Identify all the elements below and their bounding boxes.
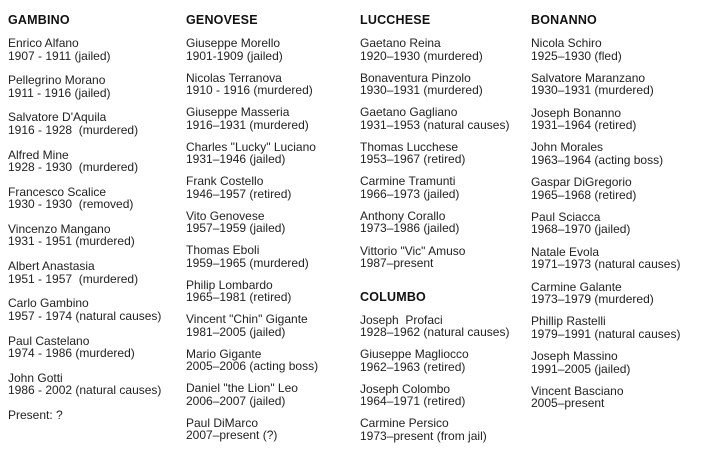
boss-name: Francesco Scalice [8,184,107,199]
boss-name: Giuseppe Morello [186,36,281,50]
boss-name: Nicolas Terranova [186,70,282,85]
boss-name: John Gotti [8,370,63,385]
boss-term: 2007–present (?) [186,428,278,442]
boss-name: Pellegrino Morano [8,73,106,88]
boss-term: 1928 - 1930 (murdered) [8,160,139,175]
boss-term: 1963–1964 (acting boss) [531,152,664,167]
boss-name: Enrico Alfano [8,36,79,50]
boss-name: Philip Lombardo [186,277,273,292]
boss-name: Thomas Eboli [186,243,260,257]
boss-name: Anthony Corallo [360,208,446,223]
boss-entry [531,281,680,306]
boss-entry [186,106,318,131]
boss-name: Carmine Galante [531,279,622,294]
boss-term: 1931–1953 (natural causes) [360,117,510,132]
boss-name: Charles "Lucky" Luciano [186,139,316,154]
boss-term: 1916 - 1928 (murdered) [8,122,139,137]
boss-entry [531,141,680,166]
boss-entry [8,149,161,174]
boss-term: 1930–1931 (murdered) [531,83,654,98]
family-title: COLUMBO [360,289,426,304]
boss-entry [8,372,161,397]
boss-entry [186,175,318,200]
boss-entry [8,186,161,211]
boss-name: Giuseppe Masseria [186,105,290,119]
family-column-lucchese [360,13,509,452]
boss-term: 1957 - 1974 (natural causes) [8,308,162,323]
boss-name: Phillip Rastelli [531,314,606,329]
boss-entry [186,279,318,304]
boss-entry [186,417,318,442]
boss-term: 1951 - 1957 (murdered) [8,271,139,286]
boss-entry [186,141,318,166]
boss-name: Daniel "the Lion" Leo [186,381,298,395]
boss-term: 1968–1970 (jailed) [531,222,631,237]
boss-name: Paul Sciacca [531,209,601,224]
boss-term: 1925–1930 (fled) [531,48,622,63]
boss-name: Thomas Lucchese [360,139,459,154]
family-title: GAMBINO [8,13,70,27]
boss-entry [360,175,509,200]
family-column-gambino [8,13,161,421]
boss-name: Albert Anastasia [8,259,95,274]
boss-term: 1986 - 2002 (natural causes) [8,383,162,398]
boss-term: 1971–1973 (natural causes) [531,257,681,272]
boss-entry [531,211,680,236]
boss-name: Nicola Schiro [531,36,602,50]
boss-term: 1911 - 1916 (jailed) [8,85,111,100]
boss-name: Gaetano Gagliano [360,105,458,120]
boss-term: 1965–1968 (retired) [531,187,637,202]
boss-entry [531,176,680,201]
boss-entry [531,72,680,97]
boss-term: 1973–present (from jail) [360,428,487,443]
boss-name: Joseph Bonanno [531,105,622,120]
boss-term: 1907 - 1911 (jailed) [8,48,111,63]
boss-name: Paul Castelano [8,333,90,348]
family-column-bonanno [531,13,680,420]
boss-name: Natale Evola [531,244,600,259]
boss-term: 1953–1967 (retired) [360,152,466,167]
boss-entry [186,382,318,407]
boss-term: 1973–1979 (murdered) [531,292,654,307]
boss-entry [531,315,680,340]
boss-name: Alfred Mine [8,147,69,162]
boss-entry [8,335,161,360]
boss-term: 1930 - 1930 (removed) [8,197,134,212]
boss-entry [8,260,161,285]
boss-entry [360,72,509,97]
boss-entry [186,37,318,62]
boss-name: Mario Gigante [186,346,262,361]
boss-name: Carmine Tramunti [360,174,456,189]
boss-name: Carlo Gambino [8,296,89,311]
boss-term: 1973–1986 (jailed) [360,221,460,236]
boss-entry [8,111,161,136]
boss-name: Vincent Basciano [531,383,624,398]
boss-entry [360,417,509,442]
boss-name: Vincenzo Mangano [8,221,111,236]
boss-entry [186,210,318,235]
boss-term: 1930–1931 (murdered) [360,83,483,98]
boss-entry [360,383,509,408]
boss-term: 1987–present [360,256,434,271]
boss-name: Gaspar DiGregorio [531,175,632,190]
boss-term: 1928–1962 (natural causes) [360,325,510,340]
boss-entry [360,245,509,270]
boss-name: Vito Genovese [186,208,265,223]
boss-entry [360,314,509,339]
boss-term: 1916–1931 (murdered) [186,117,309,132]
boss-name: John Morales [531,140,604,155]
boss-name: Paul DiMarco [186,415,259,430]
boss-name: Frank Costello [186,174,264,188]
boss-entry [8,74,161,99]
boss-term: 1991–2005 (jailed) [531,361,631,376]
boss-entry [531,37,680,62]
boss-term: 1946–1957 (retired) [186,186,292,201]
boss-term: 1931–1964 (retired) [531,118,637,133]
boss-entry [531,107,680,132]
boss-term: 1979–1991 (natural causes) [531,326,681,341]
boss-entry [8,37,161,62]
boss-name: Vincent "Chin" Gigante [186,312,308,326]
boss-entry [360,348,509,373]
boss-entry [360,106,509,131]
boss-entry [531,385,680,410]
boss-term: 1981–2005 (jailed) [186,324,286,339]
boss-entry [8,223,161,248]
boss-name: Vittorio "Vic" Amuso [360,243,466,258]
boss-term: 1959–1965 (murdered) [186,255,309,270]
boss-entry [186,244,318,269]
boss-name: Joseph Massino [531,349,618,364]
boss-term: 1931–1946 (jailed) [186,152,286,166]
present-note: Present: ? [8,407,63,422]
boss-entry [360,37,509,62]
boss-term: 1965–1981 (retired) [186,290,292,304]
boss-term: 2005–present [531,396,605,411]
boss-name: Salvatore Maranzano [531,70,646,85]
boss-entry [186,348,318,373]
boss-name: Bonaventura Pinzolo [360,70,471,85]
boss-entry [531,350,680,375]
boss-name: Salvatore D'Aquila [8,110,107,125]
boss-entry [186,72,318,97]
boss-entry [186,313,318,338]
boss-name: Joseph Profaci [360,312,443,327]
boss-term: 1974 - 1986 (murdered) [8,346,135,360]
boss-entry [531,246,680,271]
boss-name: Joseph Colombo [360,381,451,396]
boss-entry [360,210,509,235]
boss-term: 2006–2007 (jailed) [186,393,286,408]
boss-term: 1910 - 1916 (murdered) [186,83,313,97]
boss-term: 1962–1963 (retired) [360,359,466,374]
family-section-columbo [360,290,509,443]
boss-name: Gaetano Reina [360,36,441,50]
boss-term: 1966–1973 (jailed) [360,186,460,201]
boss-term: 1920–1930 (murdered) [360,48,483,63]
family-title: GENOVESE [186,13,258,27]
boss-term: 1931 - 1951 (murdered) [8,234,135,249]
boss-term: 1957–1959 (jailed) [186,221,286,235]
family-column-genovese [186,13,318,451]
family-title: BONANNO [531,13,597,27]
boss-term: 1901-1909 (jailed) [186,48,283,63]
boss-term: 2005–2006 (acting boss) [186,359,319,373]
boss-name: Giuseppe Magliocco [360,347,469,362]
boss-entry [8,297,161,322]
boss-name: Carmine Persico [360,416,449,431]
family-title: LUCCHESE [360,13,431,27]
boss-entry [360,141,509,166]
boss-term: 1964–1971 (retired) [360,394,466,409]
